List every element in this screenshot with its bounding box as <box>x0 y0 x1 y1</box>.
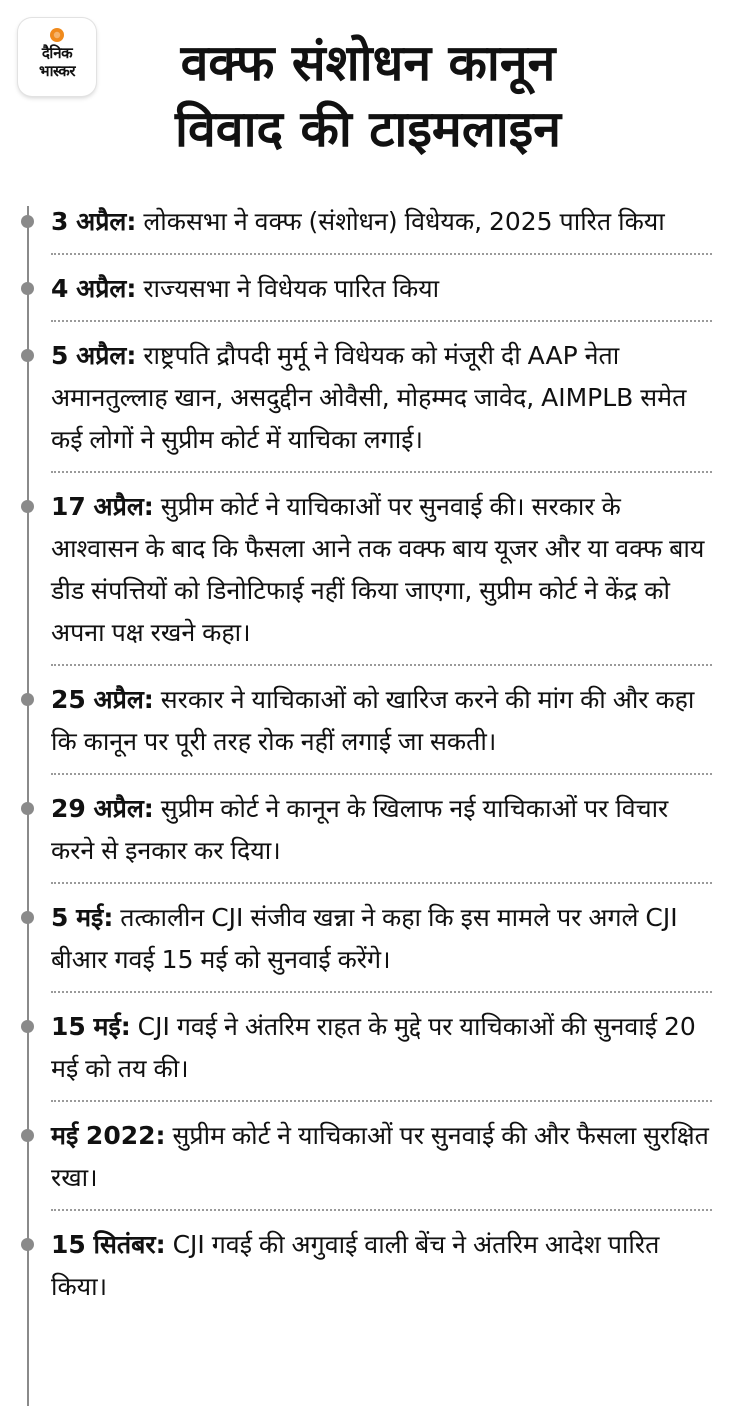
timeline-entry-text <box>51 1003 712 1100</box>
timeline-date: 4 अप्रैल: <box>51 274 137 303</box>
timeline-entry-text <box>51 198 712 253</box>
timeline-entry <box>0 1003 730 1100</box>
timeline-description: CJI गवई की अगुवाई वाली बेंच ने अंतरिम आदेश पारित किया। <box>51 1230 660 1301</box>
timeline <box>0 198 730 1400</box>
timeline-description: राष्ट्रपति द्रौपदी मुर्मू ने विधेयक को मंजूरी दी AAP नेता अमानतुल्लाह खान, असदुद्दीन ओवैसी, मोहम्मद जावेद, AIMPLB समेत कई लोगों ने सुप्रीम कोर्ट में याचिका लगाई। <box>51 341 687 454</box>
dainik-bhaskar-logo <box>18 18 96 96</box>
timeline-date: 25 अप्रैल: <box>51 685 154 714</box>
timeline-date: 15 मई: <box>51 1012 131 1041</box>
timeline-description: CJI गवई ने अंतरिम राहत के मुद्दे पर याचिकाओं की सुनवाई 20 मई को तय की। <box>51 1012 696 1083</box>
logo-text-line2: भास्कर <box>39 62 75 80</box>
timeline-separator <box>51 664 712 666</box>
timeline-entry-text <box>51 676 712 773</box>
logo-text-line1: दैनिक <box>41 44 73 62</box>
timeline-separator <box>51 471 712 473</box>
timeline-description: राज्यसभा ने विधेयक पारित किया <box>136 274 440 303</box>
timeline-date: 17 अप्रैल: <box>51 492 154 521</box>
timeline-separator <box>51 773 712 775</box>
timeline-date: 29 अप्रैल: <box>51 794 154 823</box>
timeline-description: लोकसभा ने वक्फ (संशोधन) विधेयक, 2025 पारित किया <box>136 207 665 236</box>
timeline-entry <box>0 785 730 882</box>
timeline-dot <box>21 802 34 815</box>
timeline-description: सरकार ने याचिकाओं को खारिज करने की मांग की और कहा कि कानून पर पूरी तरह रोक नहीं लगाई जा सकती। <box>51 685 695 756</box>
timeline-date: मई 2022: <box>51 1121 166 1150</box>
timeline-separator <box>51 882 712 884</box>
title-line2: विवाद की टाइमलाइन <box>175 100 561 158</box>
timeline-entry <box>0 1221 730 1318</box>
timeline-description: सुप्रीम कोर्ट ने याचिकाओं पर सुनवाई की। सरकार के आश्वासन के बाद कि फैसला आने तक वक्फ बाय यूजर और या वक्फ बाय डीड संपत्तियों को डिनोटिफाई नहीं किया जाएगा, सुप्रीम कोर्ट ने केंद्र को अपना पक्ष रखने कहा। <box>51 492 705 647</box>
timeline-entry <box>0 332 730 471</box>
timeline-date: 3 अप्रैल: <box>51 207 137 236</box>
page-title <box>118 30 618 162</box>
timeline-dot <box>21 215 34 228</box>
timeline-dot <box>21 500 34 513</box>
timeline-description: तत्कालीन CJI संजीव खन्ना ने कहा कि इस मामले पर अगले CJI बीआर गवई 15 मई को सुनवाई करेंगे। <box>51 903 678 974</box>
timeline-description: सुप्रीम कोर्ट ने कानून के खिलाफ नई याचिकाओं पर विचार करने से इनकार कर दिया। <box>51 794 669 865</box>
timeline-entry-text <box>51 894 712 991</box>
timeline-entry <box>0 265 730 320</box>
timeline-entry <box>0 198 730 253</box>
timeline-dot <box>21 693 34 706</box>
timeline-entry-text <box>51 332 712 471</box>
timeline-entry-text <box>51 483 712 664</box>
timeline-date: 5 अप्रैल: <box>51 341 137 370</box>
timeline-entry <box>0 483 730 664</box>
timeline-separator <box>51 320 712 322</box>
timeline-entry <box>0 1112 730 1209</box>
timeline-separator <box>51 991 712 993</box>
timeline-dot <box>21 282 34 295</box>
timeline-entry-text <box>51 1112 712 1209</box>
sun-icon <box>49 27 65 43</box>
timeline-entry-text <box>51 265 712 320</box>
timeline-dot <box>21 1020 34 1033</box>
timeline-separator <box>51 253 712 255</box>
timeline-dot <box>21 911 34 924</box>
timeline-dot <box>21 1129 34 1142</box>
timeline-description: सुप्रीम कोर्ट ने याचिकाओं पर सुनवाई की और फैसला सुरक्षित रखा। <box>51 1121 709 1192</box>
timeline-entry <box>0 676 730 773</box>
timeline-dot <box>21 349 34 362</box>
timeline-separator <box>51 1100 712 1102</box>
timeline-date: 5 मई: <box>51 903 114 932</box>
timeline-date: 15 सितंबर: <box>51 1230 166 1259</box>
timeline-separator <box>51 1209 712 1211</box>
timeline-entry <box>0 894 730 991</box>
timeline-dot <box>21 1238 34 1251</box>
timeline-entry-text <box>51 1221 712 1318</box>
timeline-entry-text <box>51 785 712 882</box>
header <box>0 0 730 180</box>
title-line1: वक्फ संशोधन कानून <box>180 34 556 92</box>
